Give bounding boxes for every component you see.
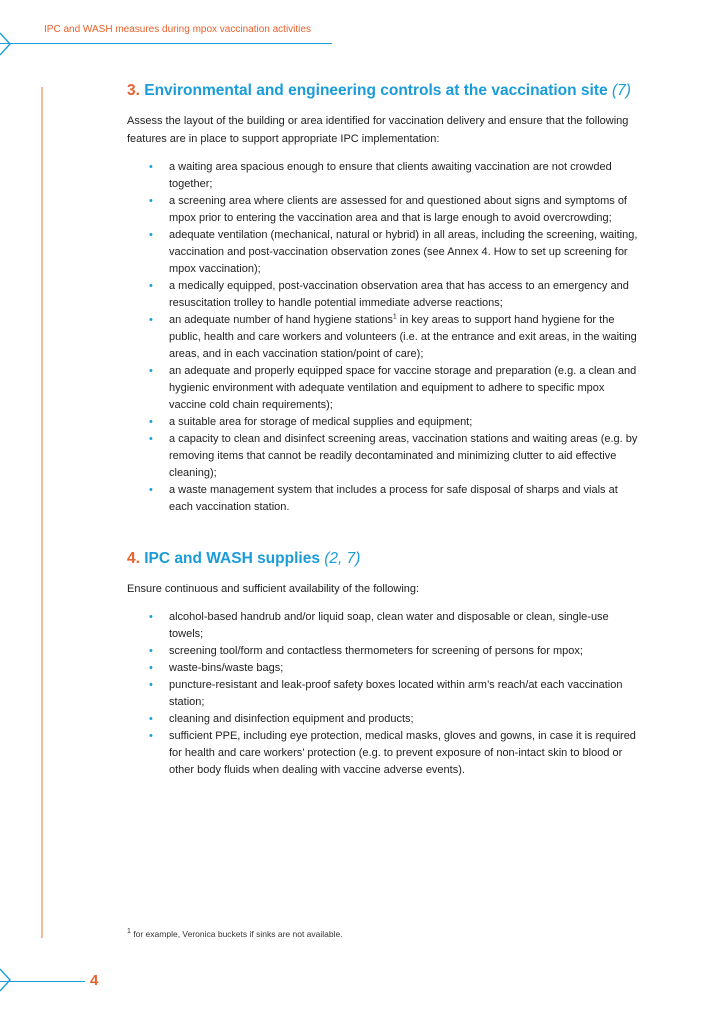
footnote	[127, 929, 343, 939]
list-item: • waste-bins/waste bags;	[127, 660, 642, 677]
header-title: IPC and WASH measures during mpox vaccination activities	[44, 24, 311, 35]
bullet-icon: •	[149, 645, 153, 657]
section-4-heading	[127, 548, 642, 570]
list-item: • puncture-resistant and leak-proof safety boxes located within arm’s reach/at each vaccination station;	[149, 679, 623, 708]
list-item: • adequate ventilation (mechanical, natural or hybrid) in all areas, including the screening, waiting, vaccination and post-vaccination observation zones (see Annex 4. How to set up screening for mpox vaccination);	[149, 229, 638, 275]
list-item: • a suitable area for storage of medical supplies and equipment;	[127, 414, 642, 431]
bullet-icon: •	[149, 416, 153, 428]
footer-divider	[0, 981, 85, 982]
section-4-list	[127, 609, 642, 779]
list-item: • an adequate number of hand hygiene stations$^1$ in key areas to support hand hygiene for the public, health and care workers and volunteers (i.e. at the entrance and exit areas, in the waiting areas, and in each vaccination station/point of care);	[149, 313, 637, 360]
section-4-reference: (2, 7)	[324, 550, 361, 567]
footnote-marker: 1	[127, 928, 131, 936]
list-item: • a waiting area spacious enough to ensure that clients awaiting vaccination are not crowded together;	[149, 161, 612, 190]
bullet-icon: •	[149, 314, 153, 326]
list-item: • an adequate and properly equipped space for vaccine storage and preparation (e.g. a clean and hygienic environment with adequate ventilation and equipment to adhere to specific mpox vaccine cold chain requirements);	[149, 365, 637, 411]
list-item: • alcohol-based handrub and/or liquid soap, clean water and disposable or clean, single-use towels;	[149, 611, 609, 640]
section-3-list	[127, 159, 642, 516]
list-item: • a medically equipped, post-vaccination observation area that has access to an emergency and resuscitation trolley to handle potential immediate adverse reactions;	[149, 280, 629, 309]
page-number: 4	[90, 972, 99, 989]
bullet-icon: •	[149, 195, 153, 207]
bullet-icon: •	[149, 713, 153, 725]
section-3-reference: (7)	[611, 82, 631, 99]
list-item: • a waste management system that includes a process for safe disposal of sharps and vials at each vaccination station.	[149, 484, 618, 513]
list-item: • screening tool/form and contactless thermometers for screening of persons for mpox;	[127, 643, 642, 660]
section-4-intro: Ensure continuous and sufficient availability of the following:	[127, 583, 420, 595]
list-item: • a capacity to clean and disinfect screening areas, vaccination stations and waiting areas (e.g. by removing items that cannot be readily decontaminated and minimizing clutter to aid effective cleaning);	[149, 433, 638, 479]
bullet-icon: •	[149, 662, 153, 674]
bullet-icon: •	[149, 730, 153, 742]
main-content	[127, 80, 642, 779]
bullet-icon: •	[149, 365, 153, 377]
bullet-icon: •	[149, 611, 153, 623]
left-margin-rule	[41, 87, 43, 938]
chevron-right-icon	[0, 32, 11, 56]
bullet-icon: •	[149, 679, 153, 691]
bullet-icon: •	[149, 433, 153, 445]
bullet-icon: •	[149, 484, 153, 496]
list-item: • a screening area where clients are assessed for and questioned about signs and symptoms of mpox prior to entering the vaccination area and that is large enough to avoid overcrowding;	[149, 195, 627, 224]
bullet-icon: •	[149, 280, 153, 292]
chevron-right-icon	[0, 968, 11, 992]
section-3-title: Environmental and engineering controls at the vaccination site	[144, 82, 608, 99]
section-3-heading	[127, 80, 642, 102]
header-divider	[0, 43, 332, 44]
section-3-number: 3.	[127, 82, 140, 99]
section-3-intro: Assess the layout of the building or area identified for vaccination delivery and ensure that the following features are in place to support appropriate IPC implementation:	[127, 115, 629, 145]
section-4-number: 4.	[127, 550, 140, 567]
footnote-text: for example, Veronica buckets if sinks are not available.	[133, 929, 343, 939]
footnote-reference: 1	[392, 313, 397, 321]
list-item: • cleaning and disinfection equipment and products;	[127, 711, 642, 728]
bullet-icon: •	[149, 161, 153, 173]
list-item: • sufficient PPE, including eye protection, medical masks, gloves and gowns, in case it is required for health and care workers’ protection (e.g. to prevent exposure of non-intact skin to blood or other body fluids when dealing with vaccine adverse events).	[149, 730, 636, 776]
bullet-icon: •	[149, 229, 153, 241]
section-4-title: IPC and WASH supplies	[144, 550, 320, 567]
